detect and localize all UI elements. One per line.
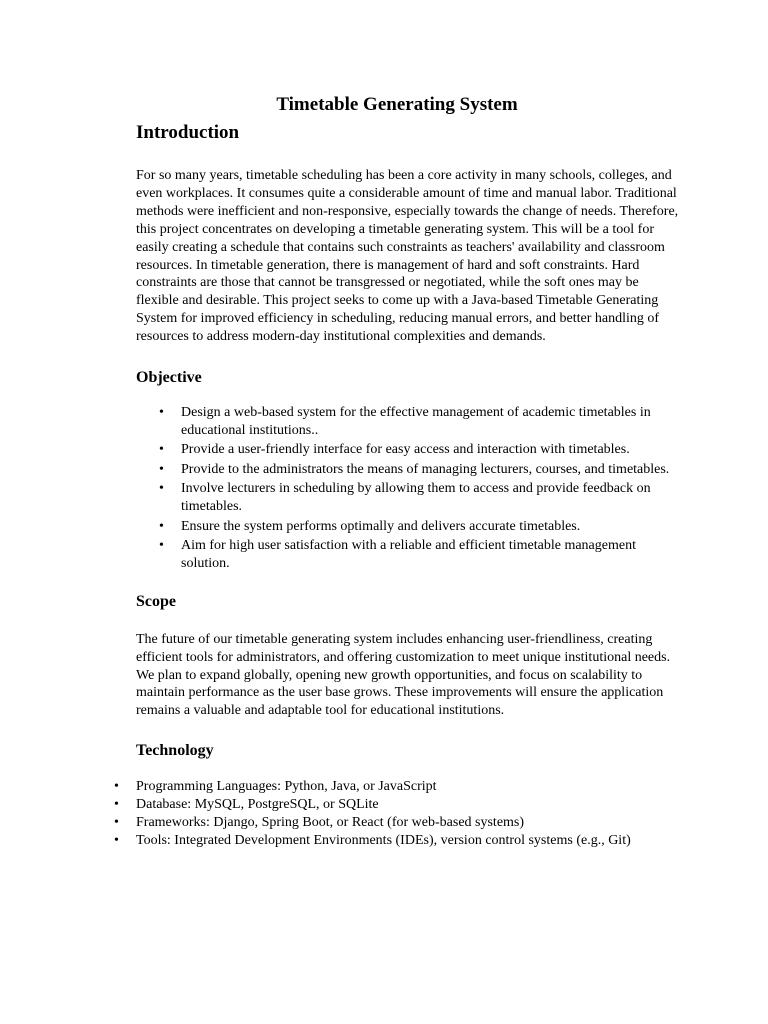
- technology-list: [114, 778, 696, 850]
- scope-heading: Scope: [136, 592, 176, 610]
- technology-item: • Frameworks: Django, Spring Boot, or React (for web-based systems): [114, 815, 525, 831]
- technology-heading: Technology: [136, 742, 214, 760]
- bullet-icon: •: [159, 442, 164, 458]
- bullet-icon: •: [114, 779, 119, 795]
- objective-heading: Objective: [136, 369, 202, 387]
- objective-item: • Provide to the administrators the means of managing lecturers, courses, and timetables.: [159, 461, 670, 477]
- technology-item: • Programming Languages: Python, Java, or JavaScript: [114, 779, 437, 795]
- objective-item: • Aim for high user satisfaction with a reliable and efficient timetable management solution.: [159, 537, 636, 571]
- objective-item: • Involve lecturers in scheduling by allowing them to access and provide feedback on timetables.: [159, 481, 651, 515]
- bullet-icon: •: [159, 537, 164, 553]
- bullet-icon: •: [159, 481, 164, 497]
- bullet-icon: •: [159, 518, 164, 534]
- scope-paragraph: The future of our timetable generating system includes enhancing user-friendliness, creating efficient tools for administrators, and offering customization to meet unique institutional needs. We plan to expand globally, opening new growth opportunities, and focus on scalability to maintain performance as the user base grows. These improvements will ensure the application remains a valuable and adaptable tool for educational institutions.: [136, 631, 671, 719]
- objective-item: • Provide a user-friendly interface for easy access and interaction with timetables.: [159, 442, 630, 458]
- objective-item: • Ensure the system performs optimally and delivers accurate timetables.: [159, 518, 581, 534]
- objective-item: • Design a web-based system for the effective management of academic timetables in educational institutions..: [159, 405, 651, 438]
- bullet-icon: •: [159, 405, 164, 421]
- bullet-icon: •: [114, 797, 119, 813]
- bullet-icon: •: [114, 815, 119, 831]
- introduction-paragraph: For so many years, timetable scheduling has been a core activity in many schools, colleges, and even workplaces. It consumes quite a considerable amount of time and manual labor. Traditional methods were inefficient and non-responsive, especially towards the change of needs. Therefore, this project concentrates on developing a timetable generating system. This will be a tool for easily creating a schedule that contains such constraints as teachers' availability and classroom resources. In timetable generation, there is management of hard and soft constraints. Hard constraints are those that cannot be transgressed or negotiated, while the soft ones may be flexible and desirable. This project seeks to come up with a Java-based Timetable Generating System for improved efficiency in scheduling, reducing manual errors, and better handling of resources to address modern-day institutional complexities and demands.: [136, 168, 679, 345]
- bullet-icon: •: [159, 461, 164, 477]
- objective-list: [159, 404, 681, 573]
- introduction-heading: Introduction: [136, 122, 240, 143]
- technology-item: • Database: MySQL, PostgreSQL, or SQLite: [114, 797, 379, 813]
- technology-item: • Tools: Integrated Development Environments (IDEs), version control systems (e.g., Git): [114, 833, 631, 849]
- document-title: Timetable Generating System: [276, 94, 518, 115]
- bullet-icon: •: [114, 833, 119, 849]
